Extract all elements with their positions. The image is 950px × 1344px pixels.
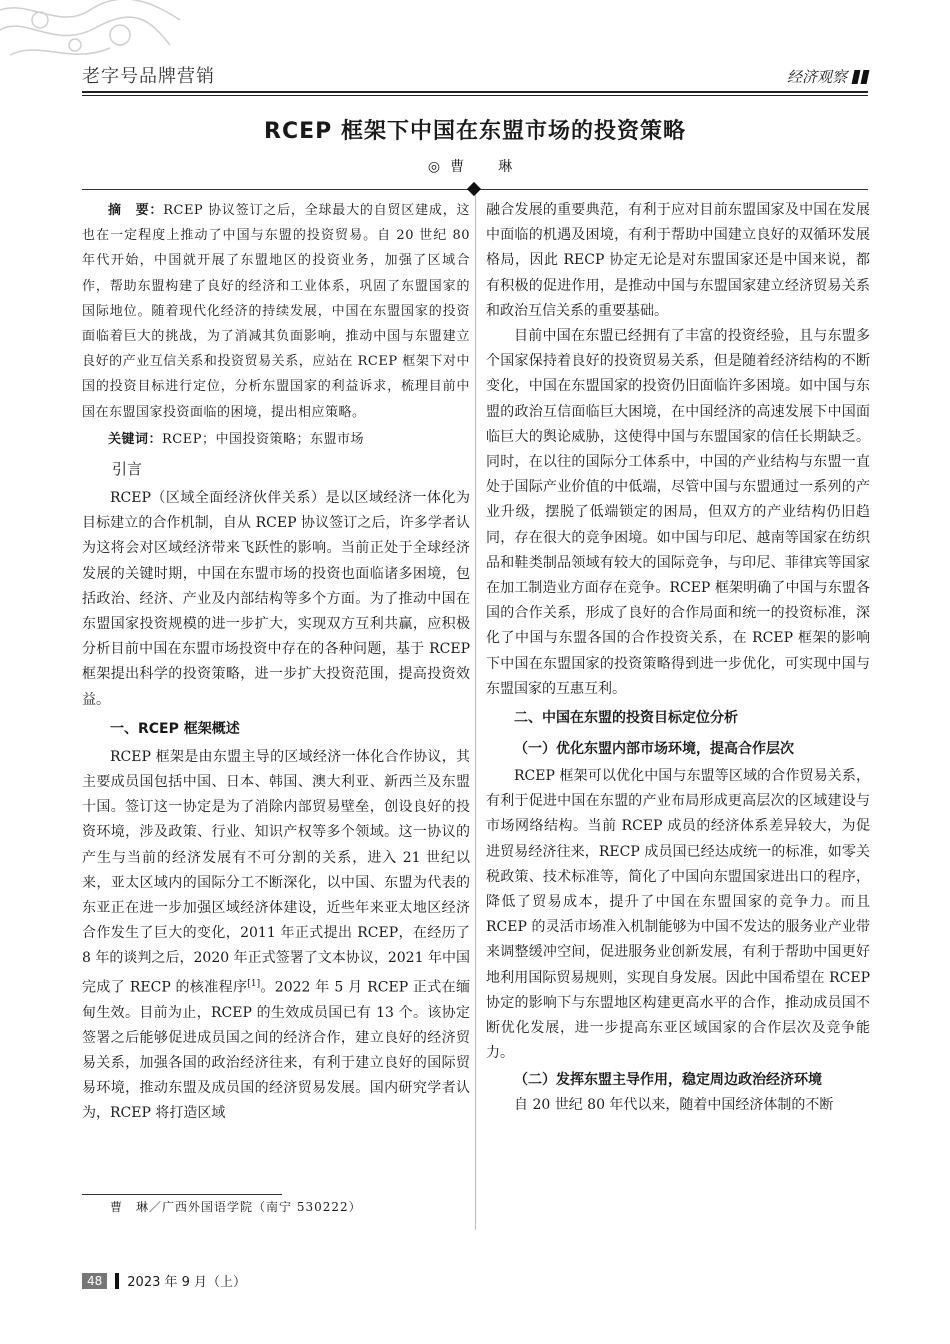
section-1-paragraph-2: 目前中国在东盟已经拥有了丰富的投资经验，且与东盟多个国家保持着良好的投资贸易关系，但是随着经济结构的不断变化，中国在东盟国家的投资仍旧面临许多困境。如中国与东盟的政治互信面临巨大困境，在中国经济的高速发展下中国面临巨大的舆论威胁，这使得中国与东盟国家的信任长期缺乏。同时，在以往的国际分工体系中，中国的产业结构与东盟一直处于国际产业价值的中低端，尽管中国与东盟通过一系列的产业升级，摆脱了低端锁定的困局，但双方的产业结构仍旧趋同，存在很大的竞争困境。如中国与印尼、越南等国家在纺织品和鞋类制品领域有较大的国际竞争，与印尼、菲律宾等国家在加工制造业方面存在竞争。RCEP 框架明确了中国与东盟各国的合作关系，形成了良好的合作局面和统一的投资标准，深化了中国与东盟各国的合作投资关系，在 RCEP 框架的影响下中国在东盟国家的投资策略得到进一步优化，可实现中国与东盟国家的互惠互利。 xyxy=(486,328,870,697)
corner-ornament-icon xyxy=(0,0,190,70)
page-footer xyxy=(82,1271,246,1290)
intro-heading: 引言 xyxy=(112,460,143,479)
keywords xyxy=(82,427,470,452)
citation-ref: [1] xyxy=(247,978,261,989)
subsection-2-1-paragraph: RCEP 框架可以优化中国与东盟等区域的合作贸易关系，有利于促进中国在东盟的产业布局形成更高层次的区域建设与市场网络结构。当前 RCEP 成员的经济体系差异较大，为促进贸易经济往来，RECP 成员国已经达成统一的标准，如零关税政策、技术标准等，简化了中国向东盟国家进出口的程序，降低了贸易成本，提升了中国在东盟国家的竞争力。而且 RCEP 的灵活市场准入机制能够为中国不发达的服务业产业带来调整缓冲空间，促进服务业创新发展，有利于帮助中国更好地利用国际贸易规则，实现自身发展。因此中国希望在 RCEP 协定的影响下与东盟地区构建更高水平的合作，推动成员国不断优化发展，进一步提高东亚区域国家的合作层次及竞争能力。 xyxy=(486,768,870,1062)
keywords-label: 关键词： xyxy=(108,431,163,447)
intro-paragraph: RCEP（区域全面经济伙伴关系）是以区域经济一体化为目标建立的合作机制，自从 RCEP 协议签订之后，许多学者认为这将会对区域经济带来飞跃性的影响。当前正处于全球经济发展的关键时期，中国在东盟市场的投资也面临诸多困境，包括政治、经济、产业及内部结构等多个方面。为了推动中国在东盟国家投资规模的进一步扩大，实现双方互利共赢，应积极分析目前中国在东盟市场投资中存在的各种问题，基于 RCEP 框架提出科学的投资策略，进一步扩大投资范围，提高投资效益。 xyxy=(82,490,470,708)
author-line: ◎曹 琳 xyxy=(427,159,523,175)
section-2-heading: 二、中国在东盟的投资目标定位分析 xyxy=(514,710,738,727)
author-affiliation: 曹 琳／广西外国语学院（南宁 530222） xyxy=(110,1200,362,1214)
section-label-text: 经济观察 xyxy=(786,68,847,86)
abstract-text: RCEP 协议签订之后，全球最大的自贸区建成，这也在一定程度上推动了中国与东盟的投资贸易。自 20 世纪 80 年代开始，中国就开展了东盟地区的投资业务，加强了区域合作，帮助东盟构建了良好的经济和工业体系，巩固了东盟国家的国际地位。随着现代化经济的持续发展，中国在东盟国家的投资面临着巨大的挑战，为了消减其负面影响，推动中国与东盟建立良好的产业互信关系和投资贸易关系，应站在 RCEP 框架下对中国的投资目标进行定位，分析东盟国家的利益诉求，梳理目前中国在东盟国家投资面临的困境，提出相应策略。 xyxy=(82,203,470,420)
section-label xyxy=(787,66,868,87)
keywords-text: RCEP；中国投资策略；东盟市场 xyxy=(162,431,364,447)
page-number: 48 xyxy=(82,1273,107,1289)
left-column xyxy=(82,198,470,1127)
article-title: RCEP 框架下中国在东盟市场的投资策略 xyxy=(264,119,686,144)
abstract-label: 摘 要： xyxy=(108,203,164,218)
header-rule xyxy=(82,91,868,93)
footer-bar-icon xyxy=(115,1273,119,1289)
section-1-paragraph-1-continued: 融合发展的重要典范，有利于应对目前东盟国家及中国在发展中面临的机遇及困境，有利于帮助中国建立良好的双循环发展格局，因此 RECP 协定无论是对东盟国家还是中国来说，都有积极的促进作用，是推动中国与东盟国家建立经济贸易关系和政治互信关系的重要基础。 xyxy=(486,202,870,319)
header-rule-thin xyxy=(82,95,868,96)
subsection-2-2-heading: （二）发挥东盟主导作用，稳定周边政治经济环境 xyxy=(514,1071,822,1088)
section-1-paragraph-1 xyxy=(82,745,470,1127)
section-1-paragraph-1-part-b: 。2022 年 5 月 RCEP 正式在缅甸生效。目前为止，RCEP 的生效成员国已有 13 个。该协定签署之后能够促进成员国之间的经济合作，建立良好的经济贸易关系，加强各国的政治经济往来，有利于建立良好的国际贸易环境，推动东盟及成员国的经济贸易发展。国内研究学者认为，RCEP 将打造区域 xyxy=(82,979,470,1122)
footnote-rule xyxy=(82,1194,282,1195)
journal-column-name: 老字号品牌营销 xyxy=(82,66,215,87)
subsection-2-2-paragraph: 自 20 世纪 80 年代以来，随着中国经济体制的不断 xyxy=(514,1096,834,1113)
column-divider xyxy=(475,195,476,1230)
section-1-paragraph-1-part-a: RCEP 框架是由东盟主导的区域经济一体化合作协议，其主要成员国包括中国、日本、韩国、澳大利亚、新西兰及东盟十国。签订这一协定是为了消除内部贸易壁垒，创设良好的投资环境，涉及政策、行业、知识产权等多个领域。这一协议的产生与当前的经济发展有不可分割的关系，进入 21 世纪以来，亚太区域内的国际分工不断深化，以中国、东盟为代表的东亚正在进一步加强区域经济体建设，近些年来亚太地区经济合作发生了巨大的变化，2011 年正式提出 RCEP，在经历了 8 年的谈判之后，2020 年正式签署了文本协议，2021 年中国完成了 RECP 的核准程序 xyxy=(82,748,470,996)
section-1-heading: 一、RCEP 框架概述 xyxy=(110,720,240,737)
right-column xyxy=(486,198,870,1118)
issue-date: 2023 年 9 月（上） xyxy=(127,1275,247,1290)
diamond-icon xyxy=(467,182,481,196)
subsection-2-1-heading: （一）优化东盟内部市场环境，提高合作层次 xyxy=(514,741,794,758)
double-bar-icon xyxy=(853,70,868,84)
abstract xyxy=(82,198,470,425)
